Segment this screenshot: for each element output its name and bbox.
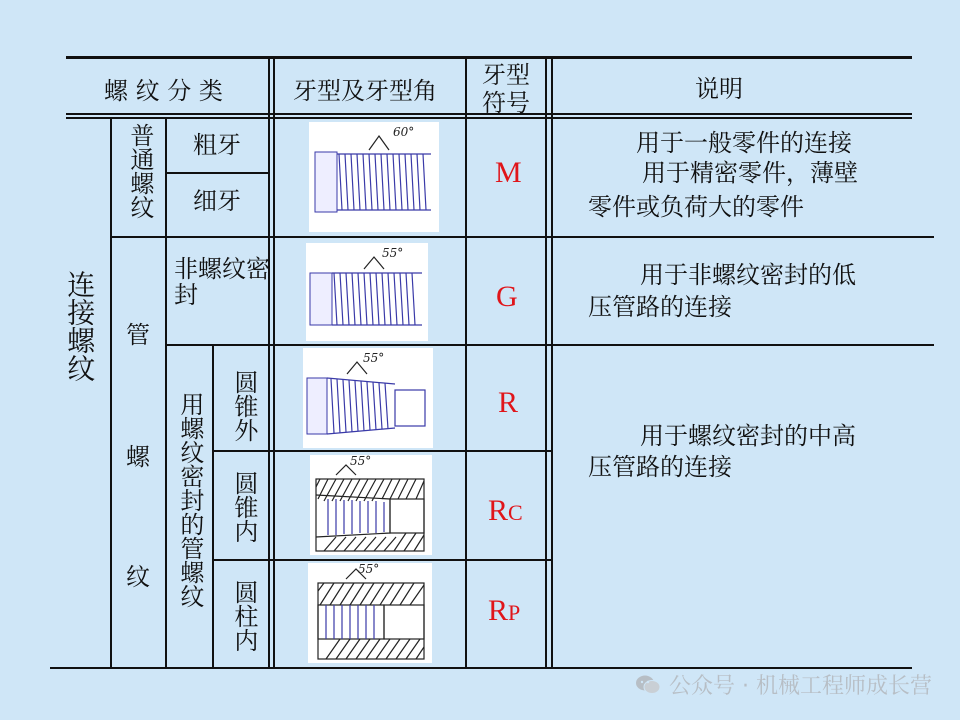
desc-common-2: 用于精密零件，薄壁 (642, 159, 858, 187)
header-classification: 螺 纹 分 类 (104, 77, 223, 105)
rule-v6b (551, 56, 553, 669)
angle-60: 60° (393, 125, 415, 139)
desc-r-2: 压管路的连接 (588, 453, 732, 481)
group-connection-thread: 连接螺纹 (63, 270, 97, 382)
wechat-icon (635, 674, 661, 696)
label-cone-out: 圆锥外 (229, 370, 258, 442)
label-fine: 细牙 (193, 187, 241, 215)
angle-55-r: 55° (363, 351, 385, 365)
rule-cone-in (213, 559, 553, 561)
label-cone-in: 圆锥内 (229, 471, 258, 543)
label-pipe-2: 螺 (126, 443, 150, 471)
rule-header-2 (66, 117, 912, 119)
label-cyl-in: 圆柱内 (229, 580, 258, 652)
symbol-rc-main: R (488, 494, 509, 527)
desc-common-3: 零件或负荷大的零件 (588, 193, 804, 221)
desc-g-1: 用于非螺纹密封的低 (640, 261, 856, 289)
rule-v2 (165, 117, 167, 669)
thread-image-rp (308, 563, 432, 663)
label-pipe-1: 管 (126, 321, 150, 349)
angle-55-g: 55° (382, 246, 404, 260)
symbol-m: M (495, 156, 522, 189)
thread-image-m (309, 122, 439, 232)
symbol-rc-sub: C (508, 500, 523, 525)
symbol-rc (488, 494, 523, 528)
rule-v5 (465, 56, 467, 669)
symbol-r: R (498, 386, 519, 419)
header-symbol-2: 符号 (482, 89, 530, 117)
header-symbol-1: 牙型 (482, 61, 530, 89)
rule-v6a (545, 56, 547, 669)
rule-common (110, 236, 934, 238)
watermark-text: 公众号 · 机械工程师成长营 (669, 674, 932, 699)
rule-coarse (166, 172, 270, 174)
rule-cone-out (213, 450, 553, 452)
angle-55-rc: 55° (350, 455, 372, 468)
desc-r-1: 用于螺纹密封的中高 (640, 422, 856, 450)
rule-v1 (110, 117, 112, 669)
rule-v3 (212, 344, 214, 669)
label-coarse: 粗牙 (193, 131, 241, 159)
desc-g-2: 压管路的连接 (588, 293, 732, 321)
symbol-g: G (496, 280, 518, 313)
symbol-rp (488, 594, 520, 628)
symbol-rp-main: R (488, 594, 509, 627)
label-pipe-3: 纹 (126, 563, 150, 591)
rule-g (166, 344, 934, 346)
thread-image-r (303, 348, 433, 448)
label-seal-group: 用螺纹密封的管螺纹 (175, 392, 204, 608)
rule-v4a (268, 56, 270, 669)
watermark (635, 669, 932, 700)
header-profile: 牙型及牙型角 (293, 77, 437, 105)
rule-v4b (273, 56, 275, 669)
desc-common-1: 用于一般零件的连接 (636, 129, 852, 157)
angle-55-rp: 55° (358, 563, 380, 576)
label-common-thread: 普通螺纹 (125, 123, 154, 219)
rule-top (66, 56, 912, 59)
thread-image-rc (310, 455, 432, 555)
thread-image-g (306, 243, 428, 341)
symbol-rp-sub: P (508, 600, 521, 625)
header-description: 说明 (695, 75, 743, 103)
label-non-seal: 非螺纹密封 (174, 255, 270, 309)
